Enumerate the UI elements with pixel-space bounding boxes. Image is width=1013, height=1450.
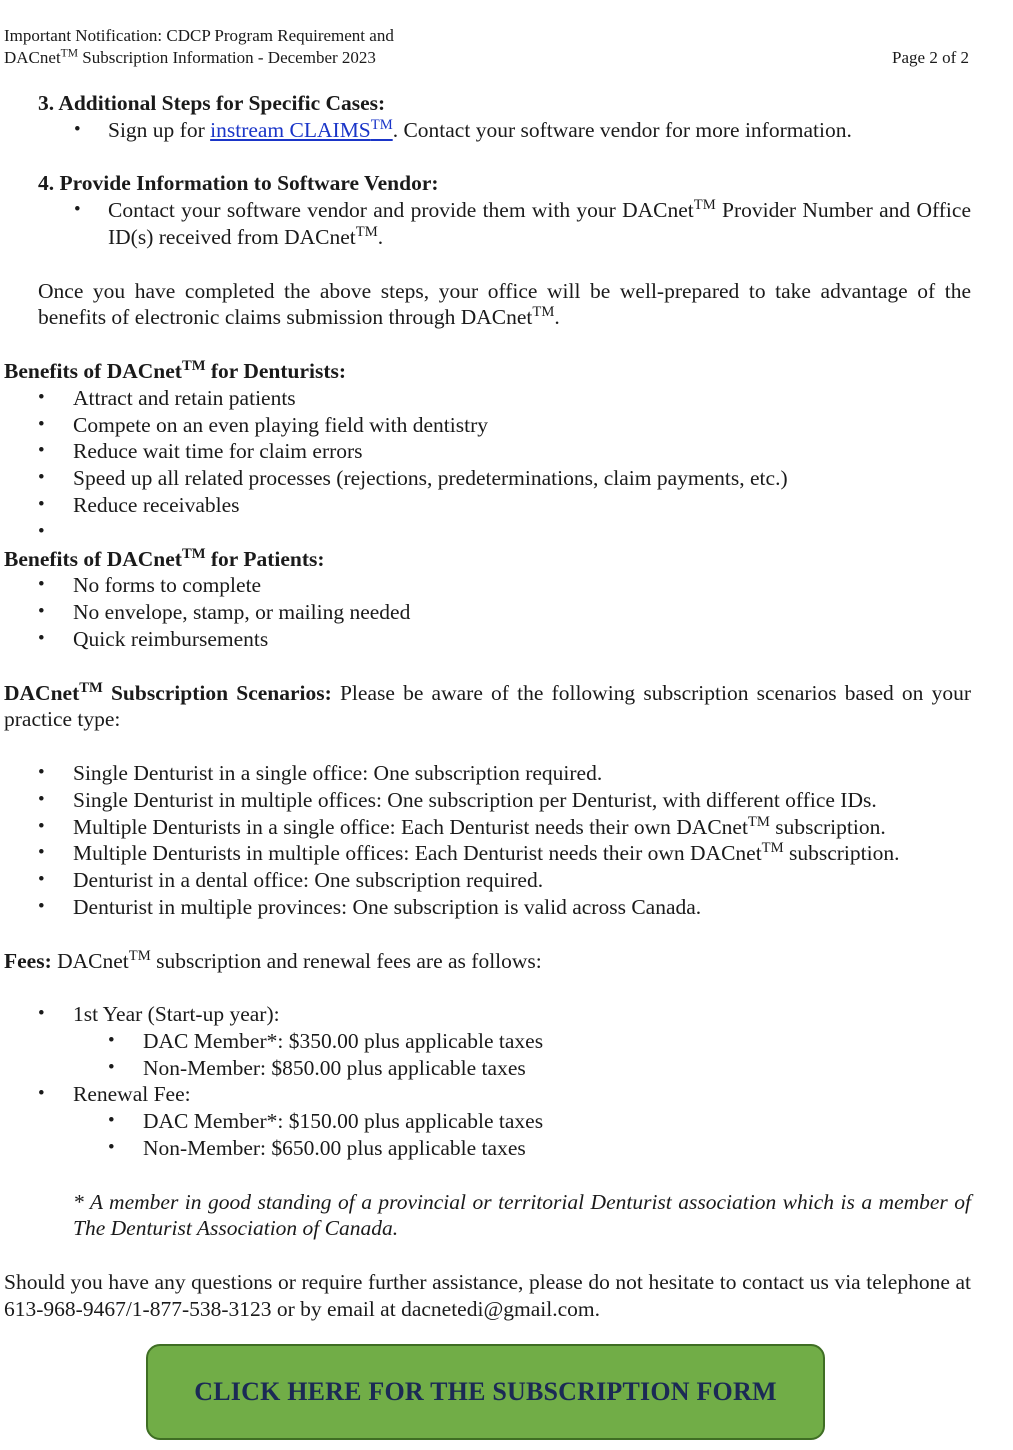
fees-intro: Fees: DACnet™ subscription and renewal fees are as follows: [4,947,542,973]
list-item: • No forms to complete [4,572,971,599]
renewal-fees-list [4,1108,971,1162]
list-item: • DAC Member*: $350.00 plus applicable taxes [4,1028,971,1055]
list-item: • 1st Year (Start-up year): [4,1001,971,1028]
list-item: • Reduce receivables [4,492,971,519]
patients-benefits-heading: Benefits of DACnet™ for Patients: [4,545,325,571]
denturists-benefits-list [4,385,971,546]
list-item [4,519,971,546]
list-item: • Renewal Fee: [4,1081,971,1108]
list-item: • Non-Member: $650.00 plus applicable taxes [4,1135,971,1162]
list-item: • Denturist in multiple provinces: One subscription is valid across Canada. [4,894,971,921]
contact-paragraph: Should you have any questions or require further assistance, please do not hesitate to contact us via telephone at 613-968-9467/1-877-538-3123 or by email at dacnetedi@gmail.com. [4,1270,971,1321]
list-item: • Compete on an even playing field with dentistry [4,412,971,439]
list-item: • Sign up for instream CLAIMS™. Contact your software vendor for more information. [4,117,971,144]
list-item: • Contact your software vendor and provide them with your DACnet™ Provider Number and Office ID(s) received from DACnet™. [4,197,971,251]
list-item: • Reduce wait time for claim errors [4,438,971,465]
document-body [4,90,971,1323]
completed-paragraph: Once you have completed the above steps, your office will be well-prepared to take advantage of the benefits of electronic claims submission through DACnet™. [38,278,971,330]
scenarios-list [4,760,971,921]
subscription-form-button[interactable]: CLICK HERE FOR THE SUBSCRIPTION FORM [146,1344,825,1440]
step4-heading: 4. Provide Information to Software Vendor: [38,171,439,196]
list-item: • Denturist in a dental office: One subscription required. [4,867,971,894]
fees-list [4,1001,971,1028]
list-item: • Non-Member: $850.00 plus applicable taxes [4,1055,971,1082]
fees-list-renewal [4,1081,971,1108]
page-header [4,25,969,69]
step4-list [4,197,971,251]
header-title-line2: DACnet™ Subscription Information - December 2023 [4,46,376,67]
first-year-fees-list [4,1028,971,1082]
list-item: • Multiple Denturists in a single office: Each Denturist needs their own DACnet™ subscription. [4,814,971,841]
list-item: • Single Denturist in a single office: One subscription required. [4,760,971,787]
membership-footnote: * A member in good standing of a provincial or territorial Denturist association which is a member of The Denturist Association of Canada. [73,1189,971,1241]
denturists-benefits-heading: Benefits of DACnet™ for Denturists: [4,357,347,383]
step3-heading: 3. Additional Steps for Specific Cases: [38,91,386,115]
step3-list [4,117,971,144]
list-item: • Single Denturist in multiple offices: One subscription per Denturist, with different office IDs. [4,787,971,814]
list-item: • No envelope, stamp, or mailing needed [4,599,971,626]
header-title-line1: Important Notification: CDCP Program Requirement and [4,26,394,45]
list-item: • Quick reimbursements [4,626,971,653]
patients-benefits-list [4,572,971,652]
list-item: • Multiple Denturists in multiple offices: Each Denturist needs their own DACnet™ subscription. [4,840,971,867]
list-item: • DAC Member*: $150.00 plus applicable taxes [4,1108,971,1135]
instream-claims-link[interactable]: instream CLAIMS™ [210,116,393,142]
scenarios-intro: DACnet™ Subscription Scenarios: Please be aware of the following subscription scenarios based on your practice type: [4,679,972,732]
list-item: • Attract and retain patients [4,385,971,412]
list-item: • Speed up all related processes (rejections, predeterminations, claim payments, etc.) [4,465,971,492]
subscription-form-cta [146,1344,825,1440]
page-number: Page 2 of 2 [892,48,969,67]
